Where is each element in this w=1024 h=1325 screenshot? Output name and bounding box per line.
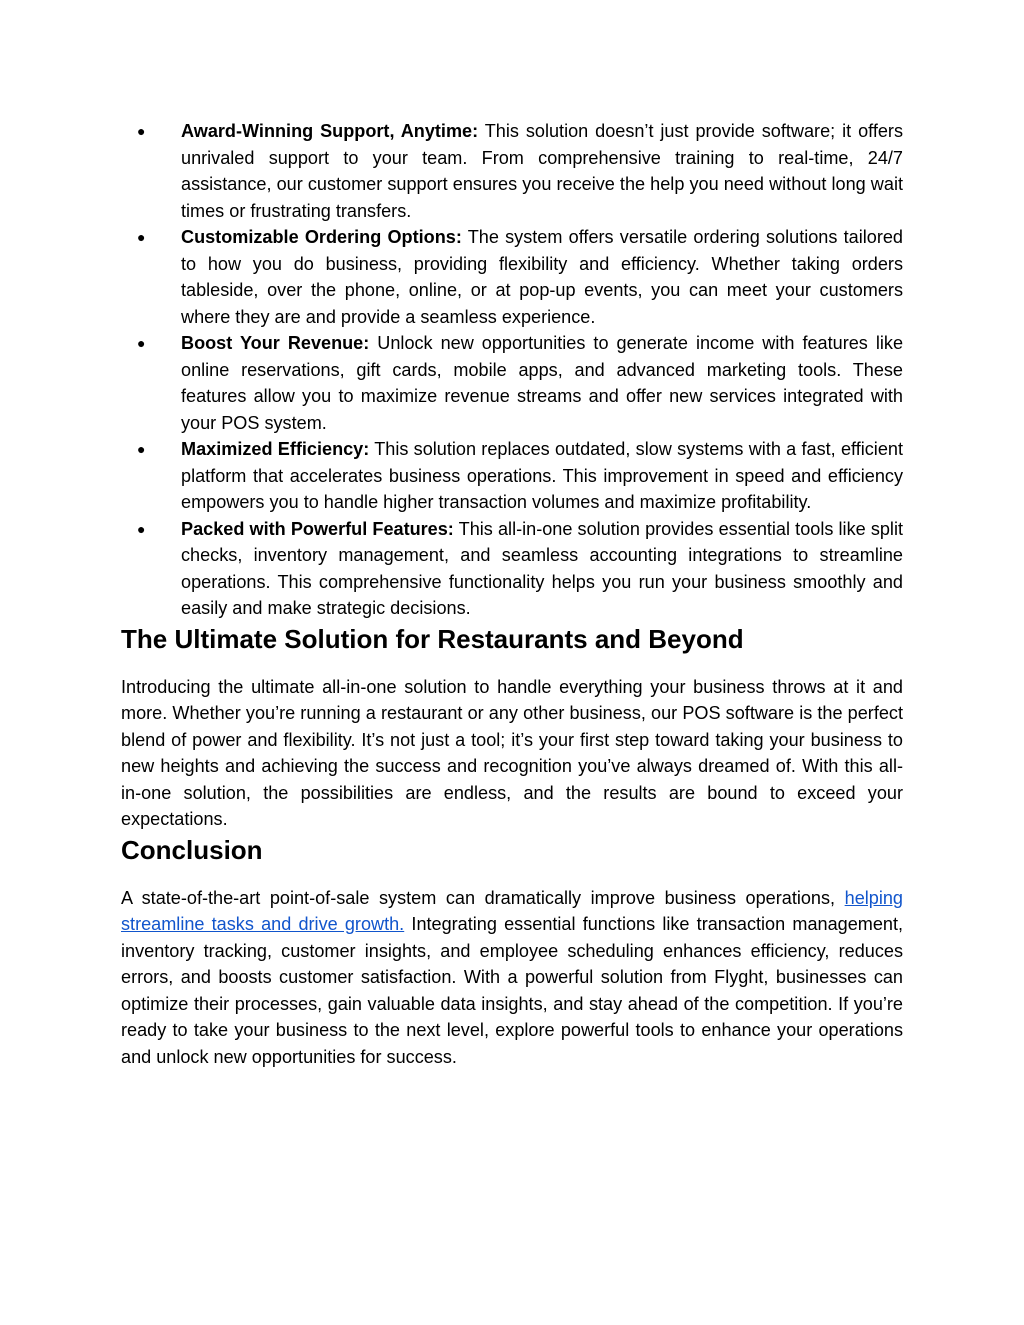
bullet-body-text: The system offers versatile ordering solutions tailored to how you do business, providing flexibility and efficiency. Whether taking orders tableside, over the phone, online, or at pop-up events, you can meet your customers where they are and provide a seamless experience. [181, 227, 903, 327]
bullet-body-text: This solution doesn’t just provide software; it offers unrivaled support to your team. From comprehensive training to real-time, 24/7 assistance, our customer support ensures you receive the help you need without long wait times or frustrating transfers. [181, 121, 903, 221]
bullet-item-efficiency [121, 436, 903, 516]
bullet-body-text: This solution replaces outdated, slow systems with a fast, efficient platform that accelerates business operations. This improvement in speed and efficiency empowers you to handle higher transaction volumes and maximize profitability. [181, 439, 903, 512]
bullet-item-ordering [121, 224, 903, 330]
bullet-lead-text: Packed with Powerful Features: [181, 518, 454, 539]
bullet-lead-text: Boost Your Revenue: [181, 333, 370, 353]
bullet-point-icon: ● [137, 229, 146, 245]
bullet-lead-text: Award-Winning Support, Anytime: [181, 121, 479, 141]
bullet-point-icon: ● [137, 335, 146, 351]
section-heading-ultimate-solution: The Ultimate Solution for Restaurants and Beyond [121, 623, 744, 654]
conclusion-text-before-link: A state-of-the-art point-of-sale system can dramatically improve business operations, [121, 887, 845, 908]
bullet-lead-text: Customizable Ordering Options: [181, 227, 462, 247]
feature-bullet-list [121, 118, 903, 622]
streamline-growth-link[interactable]: helping streamline tasks and drive growth. [121, 887, 903, 934]
bullet-point-icon: ● [137, 123, 146, 139]
bullet-lead-text: Maximized Efficiency: [181, 439, 370, 459]
bullet-body-text: This all-in-one solution provides essential tools like split checks, inventory management, and seamless accounting integrations to streamline operations. This comprehensive functionality helps you run your business smoothly and easily and make strategic decisions. [181, 518, 903, 618]
bullet-item-support [121, 118, 903, 224]
bullet-point-icon: ● [137, 520, 146, 537]
bullet-body-text: Unlock new opportunities to generate income with features like online reservations, gift cards, mobile apps, and advanced marketing tools. These features allow you to maximize revenue streams and offer new services integrated with your POS system. [181, 333, 904, 433]
section-heading-conclusion: Conclusion [121, 834, 263, 865]
conclusion-text-after-link: Integrating essential functions like transaction management, inventory tracking, customer insights, and employee scheduling enhances efficiency, reduces errors, and boosts customer satisfaction. With a powerful solution from Flyght, businesses can optimize their processes, gain valuable data insights, and stay ahead of the competition. If you’re ready to take your business to the next level, explore powerful tools to enhance your operations and unlock new opportunities for success. [121, 914, 904, 1067]
document-page [121, 118, 903, 1070]
ultimate-solution-paragraph: Introducing the ultimate all-in-one solution to handle everything your business throws at it and more. Whether you’re running a restaurant or any other business, our POS software is the perfect blend of power and flexibility. It’s not just a tool; it’s your first step toward taking your business to new heights and achieving the success and recognition you’ve always dreamed of. With this all-in-one solution, the possibilities are endless, and the results are bound to exceed your expectations. [121, 676, 903, 829]
bullet-item-revenue [121, 330, 903, 436]
bullet-item-features [121, 516, 903, 622]
bullet-point-icon: ● [137, 441, 146, 457]
conclusion-paragraph [121, 885, 903, 1071]
